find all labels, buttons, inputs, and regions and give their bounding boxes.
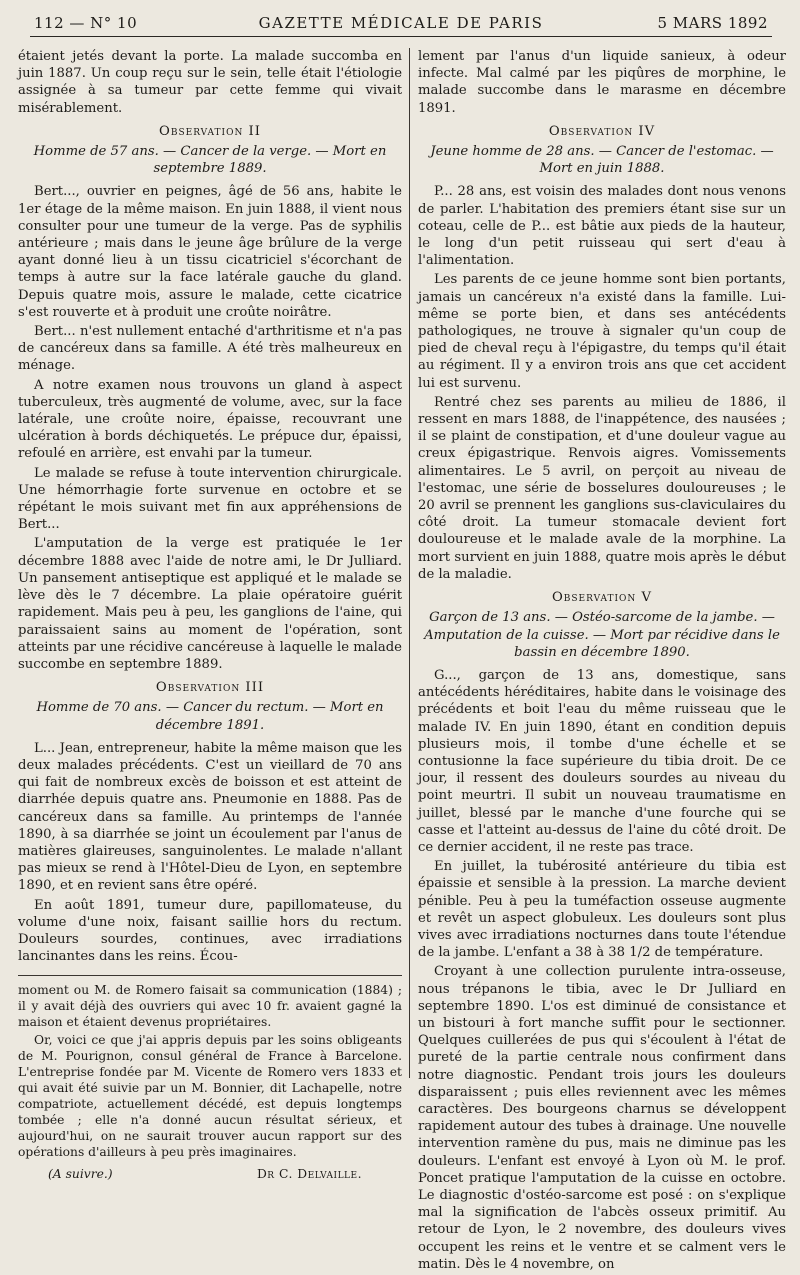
paragraph: En août 1891, tumeur dure, papillomateuse, du volume d'une noix, faisant saillie hors du rectum. Douleurs sourdes, continues, avec irradiations lancinantes dans les reins. Écou-	[18, 897, 402, 965]
footnote-paragraph: moment ou M. de Romero faisait sa communication (1884) ; il y avait déjà des ouvriers qui avec 10 fr. avaient gagné la maison et étaient devenus propriétaires.	[18, 983, 402, 1030]
left-column	[18, 48, 402, 1186]
paragraph: Bert... n'est nullement entaché d'arthritisme et n'a pas de cancéreux dans sa famille. A été très malheureux en ménage.	[18, 324, 402, 374]
observation-heading: Observation V	[551, 590, 653, 606]
observation-subtitle: Garçon de 13 ans. — Ostéo-sarcome de la jambe. — Amputation de la cuisse. — Mort par récidive dans le bassin en décembre 1890.	[424, 610, 780, 660]
paragraph: Le malade se refuse à toute intervention chirurgicale. Une hémorrhagie forte survenue en octobre et se répétant le mois suivant met fin aux appréhensions de Bert...	[18, 465, 402, 533]
observation-subtitle: Homme de 70 ans. — Cancer du rectum. — Mort en décembre 1891.	[36, 700, 384, 733]
column-divider	[409, 48, 410, 1078]
observation-subtitle: Jeune homme de 28 ans. — Cancer de l'estomac. — Mort en juin 1888.	[430, 144, 774, 177]
observation-subtitle: Homme de 57 ans. — Cancer de la verge. — Mort en septembre 1889.	[33, 144, 387, 177]
paragraph: lement par l'anus d'un liquide sanieux, à odeur infecte. Mal calmé par les piqûres de morphine, le malade succombe dans le marasme en décembre 1891.	[418, 49, 786, 116]
paragraph: P... 28 ans, est voisin des malades dont nous venons de parler. L'habitation des premiers étant sise sur un coteau, celle de P... est bâtie aux pieds de la hauteur, le long d'un petit ruisseau qui sert d'eau à l'alimentation.	[418, 184, 786, 269]
signature-row	[18, 1166, 402, 1186]
paragraph: étaient jetés devant la porte. La malade succomba en juin 1887. Un coup reçu sur le sein, telle était l'étiologie assignée à sa tumeur par cette femme qui vivait misérablement.	[18, 49, 402, 116]
footnote	[18, 982, 402, 1160]
issue-date: 5 MARS 1892	[657, 14, 768, 32]
page-number: 112 — N° 10	[34, 14, 138, 32]
author-signature: Dr C. Delvaille.	[256, 1167, 362, 1182]
paragraph: G..., garçon de 13 ans, domestique, sans antécédents héréditaires, habite dans le voisinage des précédents et boit l'eau du même ruisseau que le malade IV. En juin 1890, étant en condition depuis plusieurs mois, il tombe d'une échelle et se contusionne la face supérieure du tibia droit. De ce jour, il ressent des douleurs sourdes au niveau du point meurtri. Il subit un nouveau traumatisme en juillet, blessé par le manche d'une fourche qui se casse et l'atteint au-dessus de l'aine du côté droit. De ce dernier accident, il ne reste pas trace.	[418, 667, 786, 855]
paragraph: L'amputation de la verge est pratiquée le 1er décembre 1888 avec l'aide de notre ami, le Dr Julliard. Un pansement antiseptique est appliqué et le malade se lève dès le 7 décembre. La plaie opératoire guérit rapidement. Mais peu à peu, les ganglions de l'aine, qui paraissaient sains au moment de l'opération, sont atteints par une récidive cancéreuse à laquelle le malade succombe en septembre 1889.	[18, 536, 402, 672]
journal-title: GAZETTE MÉDICALE DE PARIS	[258, 14, 544, 32]
observation-heading: Observation III	[155, 680, 265, 696]
page-header	[30, 12, 772, 37]
footnote-paragraph: Or, voici ce que j'ai appris depuis par les soins obligeants de M. Pourignon, consul général de France à Barcelone. L'entreprise fondée par M. Vicente de Romero vers 1833 et qui avait été suivie par un M. Bonnier, dit Lachapelle, notre compatriote, actuellement décédé, est depuis longtemps tombée ; elle n'a donné aucun résultat sérieux, et aujourd'hui, on ne saurait trouver aucun rapport sur des opérations d'ailleurs à peu près imaginaires.	[18, 1033, 402, 1160]
paragraph: En juillet, la tubérosité antérieure du tibia est épaissie et sensible à la pression. La marche devient pénible. Peu à peu la tuméfaction osseuse augmente et revêt un aspect globuleux. Les douleurs sont plus vives avec irradiations nocturnes dans toute l'étendue de la jambe. L'enfant a 38 à 38 1/2 de température.	[418, 859, 786, 961]
footnote-divider	[18, 975, 402, 976]
right-column	[418, 48, 786, 1275]
paragraph: Croyant à une collection purulente intra-osseuse, nous trépanons le tibia, avec le Dr Julliard en septembre 1890. L'os est diminué de consistance et un bistouri à fort manche suffit pour le sectionner. Quelques cuillerées de pus qui s'écoulent à l'état de pureté de la partie centrale nous confirment dans notre diagnostic. Pendant trois jours les douleurs disparaissent ; puis elles reviennent avec les mêmes caractères. Des bourgeons charnus se développent rapidement autour des tubes à drainage. Une nouvelle intervention ramène du pus, mais ne diminue pas les douleurs. L'enfant est envoyé à Lyon où M. le prof. Poncet pratique l'amputation de la cuisse en octobre. Le diagnostic d'ostéo-sarcome est posé : on s'explique mal la signification de l'abcès osseux primitif. Au retour de Lyon, le 2 novembre, des douleurs vives occupent les reins et le ventre et se calment vers le matin. Dès le 4 novembre, on	[418, 964, 786, 1272]
observation-heading: Observation II	[159, 123, 261, 139]
paragraph: A notre examen nous trouvons un gland à aspect tuberculeux, très augmenté de volume, avec, sur la face latérale, une croûte noire, épaisse, recouvrant une ulcération à bords déchiquetés. Le prépuce dur, épaissi, refoulé en arrière, est envahi par la tumeur.	[18, 377, 402, 462]
paragraph: Rentré chez ses parents au milieu de 1886, il ressent en mars 1888, de l'inappétence, des nausées ; il se plaint de constipation, et d'une douleur vague au creux épigastrique. Renvois aigres. Vomissements alimentaires. Le 5 avril, on perçoit au niveau de l'estomac, une série de bosselures douloureuses ; le 20 avril se prennent les ganglions sus-claviculaires du côté droit. La tumeur stomacale devient fort douloureuse et le malade avale de la morphine. La mort survient en juin 1888, quatre mois après le début de la maladie.	[418, 394, 786, 582]
paragraph: Bert..., ouvrier en peignes, âgé de 56 ans, habite le 1er étage de la même maison. En juin 1888, il vient nous consulter pour une tumeur de la verge. Pas de syphilis antérieure ; mais dans le jeune âge brûlure de la verge ayant donné lieu à un tissu cicatriciel s'écorchant de temps à autre sur la face latérale gauche du gland. Depuis quatre mois, assure le malade, cette cicatrice s'est rouverte et à produit une croûte noirâtre.	[18, 184, 402, 320]
to-be-continued: (A suivre.)	[48, 1167, 113, 1182]
paragraph: L... Jean, entrepreneur, habite la même maison que les deux malades précédents. C'est un vieillard de 70 ans qui fait de nombreux excès de boisson et est atteint de diarrhée depuis quatre ans. Pneumonie en 1888. Pas de cancéreux dans sa famille. Au printemps de l'année 1890, à sa diarrhée se joint un écoulement par l'anus de matières glaireuses, sanguinolentes. Le malade n'allant pas mieux se rend à l'Hôtel-Dieu de Lyon, en septembre 1890, et en revient sans être opéré.	[18, 740, 402, 894]
observation-heading: Observation IV	[548, 123, 656, 139]
paragraph: Les parents de ce jeune homme sont bien portants, jamais un cancéreux n'a existé dans la famille. Lui-même se porte bien, et dans ses antécédents pathologiques, ne trouve à signaler qu'un coup de pied de cheval reçu à l'épigastre, du temps qu'il était au régiment. Il y a environ trois ans que cet accident lui est survenu.	[418, 272, 786, 391]
